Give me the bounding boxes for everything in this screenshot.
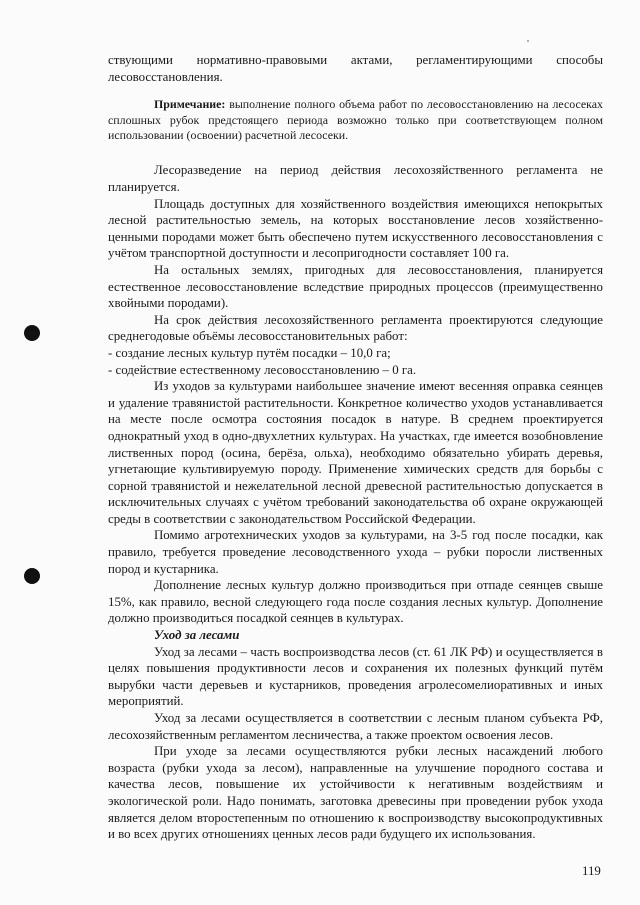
document-body xyxy=(108,52,603,843)
paragraph-natural-regeneration: На остальных землях, пригодных для лесовосстановления, планируется естественное лесовосстановление вследствие природных процессов (преимущественно хвойными породами). xyxy=(108,262,603,311)
scan-speck xyxy=(527,40,529,42)
paragraph-area: Площадь доступных для хозяйственного воздействия имеющихся непокрытых лесной растительностью земель, на которых восстановление лесов хозяйственно-ценными породами может быть обеспечено путем искусственного лесовосстановления с учётом транспортной доступности и лесопригодности составляет 100 га. xyxy=(108,196,603,261)
note-text: выполнение полного объема работ по лесовосстановлению на лесосеках сплошных рубок предстоящего периода возможно только при соответствующем полном использовании (освоении) расчетной лесосеки. xyxy=(108,97,603,142)
paragraph-thinning: При уходе за лесами осуществляются рубки лесных насаждений любого возраста (рубки ухода за лесом), направленные на улучшение породного состава и качества лесов, повышение их устойчивости к негативным воздействиям и экологической роли. Надо понимать, заготовка древесины при проведении рубок ухода является делом второстепенным по отношению к воспроизводству высокопродуктивных и во всех других отношениях ценных лесов ради будущего их использования. xyxy=(108,744,603,842)
list-item-assistance: - содействие естественному лесовосстановлению – 0 га. xyxy=(108,362,417,377)
binder-hole-bottom xyxy=(24,568,40,584)
note-paragraph xyxy=(108,97,603,143)
section-heading: Уход за лесами xyxy=(154,628,240,643)
paragraph-forest-care-definition: Уход за лесами – часть воспроизводства лесов (ст. 61 ЛК РФ) и осуществляется в целях повышения продуктивности лесов и сохранения их полезных функций путём вырубки части деревьев и кустарников, проведения агролесомелиоративных и иных мероприятий. xyxy=(108,644,603,709)
paragraph-planned-volumes: На срок действия лесохозяйственного регламента проектируются следующие среднегодовые объёмы лесовосстановительных работ: xyxy=(108,312,603,344)
note-label: Примечание: xyxy=(154,97,226,112)
paragraph-afforestation: Лесоразведение на период действия лесохозяйственного регламента не планируется. xyxy=(108,163,603,194)
binder-hole-top xyxy=(24,325,40,341)
paragraph-agrotechnical-care: Помимо агротехнических уходов за культурами, на 3-5 год после посадки, как правило, требуется проведение лесоводственного ухода – рубки поросли лиственных пород и кустарника. xyxy=(108,528,603,576)
paragraph-care-of-cultures: Из уходов за культурами наибольшее значение имеют весенняя оправка сеянцев и удаление травянистой растительности. Конкретное количество уходов устанавливается на месте после осмотра состояния посадок в натуре. В среднем проектируется однократный уход в одно-двухлетних культурах. На участках, где имеется возобновление лиственных пород (осина, берёза, ольха), необходимо обязательно убирать деревья, угнетающие культивируемую породу. Применение химических средств для борьбы с сорной травянистой и нежелательной лесной древесной растительностью допускается в исключительных случаях с учётом требований законодательства об охране окружающей среды в соответствии с законодательством Российской Федерации. xyxy=(108,379,603,526)
paragraph-forest-care-basis: Уход за лесами осуществляется в соответствии с лесным планом субъекта РФ, лесохозяйственным регламентом лесничества, а также проектом освоения лесов. xyxy=(108,711,603,742)
page-number: 119 xyxy=(582,864,601,878)
paragraph-continuation: ствующими нормативно-правовыми актами, регламентирующими способы лесовосстановления. xyxy=(108,53,603,84)
paragraph-supplementing: Дополнение лесных культур должно производиться при отпаде сеянцев свыше 15%, как правило, весной следующего года после создания лесных культур. Дополнение должно производиться посадкой сеянцев в культурах. xyxy=(108,578,603,626)
list-item-planting: - создание лесных культур путём посадки – 10,0 га; xyxy=(108,345,391,360)
